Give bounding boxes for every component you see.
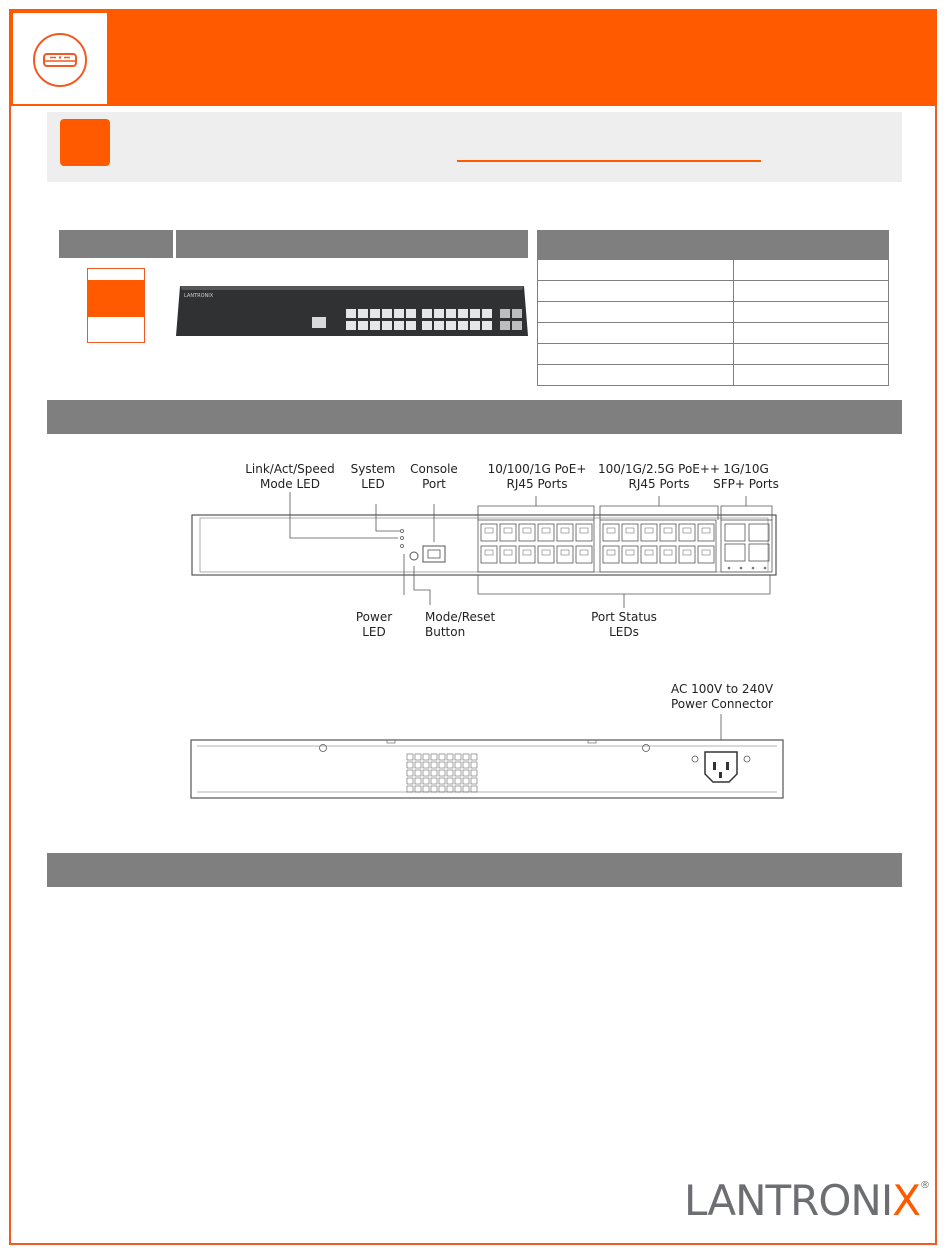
label-power-connector: AC 100V to 240V Power Connector (670, 682, 774, 711)
photo-rj45-port (458, 321, 468, 330)
sfp-status-led (728, 567, 731, 570)
photo-rj45-port (406, 321, 416, 330)
photo-rj45-port (470, 321, 480, 330)
label-poe-plus-ports: 10/100/1G PoE+ RJ45 Ports (487, 462, 587, 491)
photo-sfp-port (512, 321, 522, 330)
photo-sfp-port (500, 321, 510, 330)
spec-row (537, 323, 889, 344)
photo-rj45-port (406, 309, 416, 318)
label-sfp-ports: 1G/10G SFP+ Ports (713, 462, 779, 491)
photo-rj45-port (346, 321, 356, 330)
photo-rj45-port (394, 309, 404, 318)
photo-rj45-port (422, 309, 432, 318)
header-logo-box (13, 13, 107, 104)
label-port-status: Port Status LEDs (591, 610, 657, 639)
spec-row (537, 365, 889, 386)
photo-rj45-port (434, 321, 444, 330)
photo-rj45-port (434, 309, 444, 318)
photo-rj45-port (358, 309, 368, 318)
photo-sfp-port (500, 309, 510, 318)
info-banner (47, 112, 902, 182)
label-link-act-speed: Link/Act/Speed Mode LED (245, 462, 335, 491)
spec-row (537, 302, 889, 323)
photo-rj45-port (370, 309, 380, 318)
sfp-status-led (752, 567, 755, 570)
photo-rj45-port (346, 309, 356, 318)
label-mode-reset: Mode/Reset Button (425, 610, 496, 639)
label-poe-plusplus-ports: 100/1G/2.5G PoE++ RJ45 Ports (598, 462, 720, 491)
photo-rj45-port (482, 321, 492, 330)
front-panel-diagram (180, 490, 790, 610)
photo-rj45-port (446, 321, 456, 330)
label-power-led: Power LED (355, 610, 393, 639)
sku-column-header (59, 230, 173, 258)
sku-swatch (87, 268, 145, 343)
spec-table (537, 260, 889, 386)
header-bar (9, 9, 937, 106)
photo-rj45-port (470, 309, 480, 318)
photo-sfp-port (512, 309, 522, 318)
rear-panel-diagram (185, 712, 790, 807)
section-header-panels (47, 400, 902, 434)
image-column-header (176, 230, 528, 258)
photo-rj45-port (358, 321, 368, 330)
banner-link[interactable] (457, 160, 761, 162)
photo-rj45-port (422, 321, 432, 330)
spec-row (537, 344, 889, 365)
section-header-bottom (47, 853, 902, 887)
photo-rj45-port (370, 321, 380, 330)
photo-rj45-port (382, 321, 392, 330)
product-photo (176, 280, 528, 336)
label-system-led: System LED (350, 462, 396, 491)
label-console-port: Console Port (410, 462, 458, 491)
photo-rj45-port (458, 309, 468, 318)
photo-rj45-port (446, 309, 456, 318)
switch-device-icon (32, 32, 88, 88)
lantronix-logo: LANTRONIX® (684, 1176, 929, 1225)
photo-rj45-port (382, 309, 392, 318)
banner-marker (60, 119, 110, 166)
photo-rj45-port (394, 321, 404, 330)
photo-rj45-port (482, 309, 492, 318)
photo-brand-text: LANTRONIX (184, 293, 214, 299)
spec-row (537, 281, 889, 302)
sfp-status-led (740, 567, 743, 570)
sfp-status-led (764, 567, 767, 570)
spec-table-header (537, 230, 889, 260)
spec-row (537, 260, 889, 281)
